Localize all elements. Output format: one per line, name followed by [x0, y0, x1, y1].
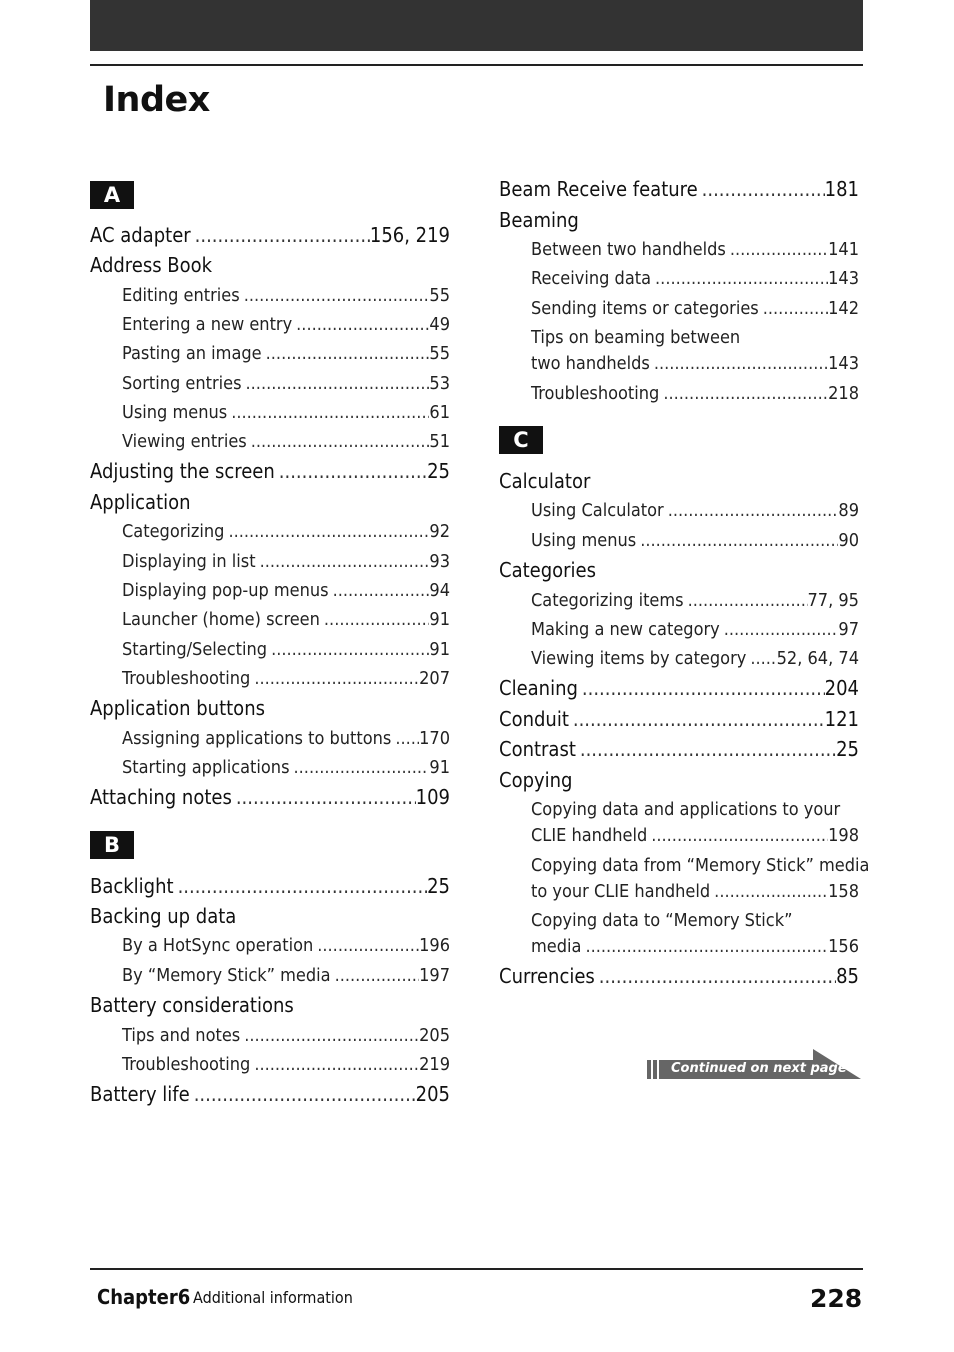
entry-title: Application buttons [90, 696, 265, 720]
entry-title: Adjusting the screen [90, 459, 275, 483]
header-bar [90, 0, 863, 51]
page-ref: 170 [419, 728, 450, 749]
page-ref: 93 [429, 551, 450, 572]
footer-rule [90, 1268, 863, 1270]
entry-title: Calculator [499, 469, 591, 493]
page-ref: 89 [838, 500, 859, 521]
dot-leader [292, 313, 429, 337]
page-ref: 85 [836, 964, 859, 988]
index-entry [90, 252, 450, 278]
dot-leader [242, 372, 430, 396]
entry-title: Between two handhelds [531, 239, 726, 260]
page-ref: 218 [828, 383, 859, 404]
page-ref: 109 [415, 785, 450, 809]
dot-leader [746, 647, 776, 671]
dot-leader [595, 963, 836, 989]
dot-leader [232, 784, 416, 810]
index-subentry [122, 313, 450, 337]
index-subentry [531, 589, 859, 613]
index-subentry [122, 430, 450, 454]
page-ref: 92 [429, 521, 450, 542]
entry-title: Making a new category [531, 619, 720, 640]
index-subentry [122, 934, 450, 958]
index-entry [90, 695, 450, 721]
entry-title: Displaying in list [122, 551, 256, 572]
index-subentry [531, 854, 870, 878]
index-subentry [122, 520, 450, 544]
index-entry [90, 222, 450, 248]
index-subentry [531, 297, 859, 321]
dot-leader [290, 756, 430, 780]
dot-leader [684, 589, 808, 613]
page-ref: 198 [828, 825, 859, 846]
page-title: Index [103, 80, 210, 120]
entry-title: Address Book [90, 253, 213, 277]
index-subentry [122, 342, 450, 366]
index-entry [90, 784, 450, 810]
page-ref: 141 [828, 239, 859, 260]
index-subentry [531, 647, 859, 671]
entry-title: Assigning applications to buttons [122, 728, 392, 749]
index-subentry [122, 667, 450, 691]
index-entry [90, 458, 450, 484]
page-ref: 53 [429, 373, 450, 394]
index-subentry [122, 401, 450, 425]
dot-leader [647, 824, 828, 848]
dot-leader [650, 352, 828, 376]
section-letter: B [90, 831, 134, 859]
index-entry [499, 176, 859, 202]
index-subentry [531, 267, 859, 291]
page-ref: 77, 95 [807, 590, 859, 611]
dot-leader [250, 667, 419, 691]
page-ref: 219 [419, 1054, 450, 1075]
index-subentry [531, 529, 859, 553]
entry-title: AC adapter [90, 223, 191, 247]
index-subentry [531, 935, 859, 959]
page-ref: 51 [429, 431, 450, 452]
page-ref: 143 [828, 353, 859, 374]
dot-leader [720, 618, 839, 642]
entry-title: Using menus [122, 402, 228, 423]
chapter-label: Chapter6 [97, 1285, 191, 1309]
entry-title: Tips and notes [122, 1025, 241, 1046]
page-ref: 204 [824, 676, 859, 700]
page-ref: 121 [824, 707, 859, 731]
page-ref: 207 [419, 668, 450, 689]
dot-leader [190, 1081, 416, 1107]
index-entry [499, 767, 859, 793]
page-ref: 91 [429, 639, 450, 660]
entry-title: Launcher (home) screen [122, 609, 320, 630]
entry-title: Receiving data [531, 268, 652, 289]
entry-title: Battery life [90, 1082, 190, 1106]
index-entry [90, 903, 450, 929]
dot-leader [262, 342, 430, 366]
entry-title: Conduit [499, 707, 569, 731]
entry-title: Battery considerations [90, 993, 294, 1017]
dot-leader [275, 458, 427, 484]
entry-title: media [531, 936, 582, 957]
dot-leader [250, 1053, 419, 1077]
page-ref: 97 [838, 619, 859, 640]
dot-leader [329, 579, 430, 603]
page-ref: 143 [828, 268, 859, 289]
page-ref: 55 [429, 343, 450, 364]
index-entry [499, 963, 859, 989]
dot-leader [578, 675, 825, 701]
entry-title: Categorizing items [531, 590, 684, 611]
dot-leader [698, 176, 825, 202]
entry-title: Starting/Selecting [122, 639, 268, 660]
page-number: 228 [810, 1284, 863, 1313]
index-subentry [531, 880, 859, 904]
section-letter: A [90, 181, 134, 209]
entry-title: Sending items or categories [531, 298, 759, 319]
index-entry [499, 207, 859, 233]
page-ref: 205 [415, 1082, 450, 1106]
entry-title: Backing up data [90, 904, 237, 928]
page-ref: 91 [429, 609, 450, 630]
entry-title: Starting applications [122, 757, 290, 778]
section-letter: C [499, 426, 543, 454]
index-subentry [122, 372, 450, 396]
page-ref: 49 [429, 314, 450, 335]
dot-leader [759, 297, 828, 321]
entry-title: Currencies [499, 964, 595, 988]
dot-leader [191, 222, 370, 248]
entry-title: Sorting entries [122, 373, 242, 394]
entry-title: Using menus [531, 530, 637, 551]
dot-leader [651, 267, 828, 291]
dot-leader [659, 382, 828, 406]
dot-leader [710, 880, 828, 904]
entry-title: By “Memory Stick” media [122, 965, 331, 986]
index-entry [90, 489, 450, 515]
page-ref: 142 [828, 298, 859, 319]
index-subentry [531, 326, 859, 350]
index-subentry [122, 579, 450, 603]
entry-title: Beam Receive feature [499, 177, 698, 201]
entry-title: Troubleshooting [531, 383, 660, 404]
index-entry [90, 873, 450, 899]
entry-title: Copying [499, 768, 573, 792]
index-subentry [531, 798, 859, 822]
index-subentry [122, 608, 450, 632]
index-subentry [531, 238, 859, 262]
dot-leader [726, 238, 828, 262]
index-entry [499, 468, 859, 494]
dot-leader [331, 964, 419, 988]
page-ref: 25 [836, 737, 859, 761]
index-subentry [531, 618, 859, 642]
index-subentry [531, 909, 859, 933]
index-entry [499, 736, 859, 762]
entry-title: CLIE handheld [531, 825, 648, 846]
index-entry [90, 992, 450, 1018]
entry-title: Pasting an image [122, 343, 262, 364]
page-ref: 156, 219 [369, 223, 450, 247]
dot-leader [313, 934, 419, 958]
page-ref: 25 [427, 459, 450, 483]
entry-title: Attaching notes [90, 785, 232, 809]
continued-label: Continued on next page [671, 1061, 847, 1076]
index-entry [499, 557, 859, 583]
entry-title: Copying data and applications to your [531, 799, 841, 820]
entry-title: to your CLIE handheld [531, 881, 711, 902]
dot-leader [227, 401, 429, 425]
index-subentry [122, 284, 450, 308]
page-ref: 158 [828, 881, 859, 902]
index-entry [499, 675, 859, 701]
page-ref: 91 [429, 757, 450, 778]
dot-leader [240, 284, 430, 308]
index-subentry [122, 1053, 450, 1077]
index-subentry [122, 638, 450, 662]
entry-title: Application [90, 490, 191, 514]
entry-title: By a HotSync operation [122, 935, 314, 956]
index-subentry [531, 824, 859, 848]
page-ref: 90 [838, 530, 859, 551]
dot-leader [247, 430, 430, 454]
dot-leader [320, 608, 429, 632]
dot-leader [581, 935, 828, 959]
page-ref: 196 [419, 935, 450, 956]
index-subentry [122, 756, 450, 780]
entry-title: Entering a new entry [122, 314, 293, 335]
index-subentry [122, 550, 450, 574]
dot-leader [569, 706, 825, 732]
entry-title: Copying data to “Memory Stick” [531, 910, 793, 931]
index-subentry [122, 964, 450, 988]
page-ref: 181 [824, 177, 859, 201]
index-subentry [531, 382, 859, 406]
entry-title: Copying data from “Memory Stick” media [531, 855, 870, 876]
page-ref: 197 [419, 965, 450, 986]
entry-title: Categorizing [122, 521, 225, 542]
entry-title: Editing entries [122, 285, 240, 306]
dot-leader [391, 727, 419, 751]
entry-title: Viewing items by category [531, 648, 747, 669]
entry-title: two handhelds [531, 353, 650, 374]
entry-title: Troubleshooting [122, 668, 251, 689]
page-ref: 52, 64, 74 [776, 648, 859, 669]
index-subentry [122, 1024, 450, 1048]
page-ref: 156 [828, 936, 859, 957]
index-entry [499, 706, 859, 732]
entry-title: Contrast [499, 737, 576, 761]
dot-leader [267, 638, 429, 662]
dot-leader [240, 1024, 419, 1048]
dot-leader [256, 550, 430, 574]
entry-title: Viewing entries [122, 431, 247, 452]
index-subentry [531, 352, 859, 376]
page-ref: 61 [429, 402, 450, 423]
dot-leader [576, 736, 836, 762]
index-subentry [122, 727, 450, 751]
header-rule [90, 64, 863, 66]
entry-title: Categories [499, 558, 596, 582]
entry-title: Using Calculator [531, 500, 664, 521]
entry-title: Displaying pop-up menus [122, 580, 329, 601]
entry-title: Troubleshooting [122, 1054, 251, 1075]
index-entry [90, 1081, 450, 1107]
page-ref: 94 [429, 580, 450, 601]
dot-leader [174, 873, 428, 899]
entry-title: Cleaning [499, 676, 578, 700]
page-ref: 205 [419, 1025, 450, 1046]
entry-title: Beaming [499, 208, 579, 232]
index-subentry [531, 499, 859, 523]
dot-leader [636, 529, 838, 553]
entry-title: Backlight [90, 874, 174, 898]
entry-title: Tips on beaming between [531, 327, 741, 348]
page-ref: 55 [429, 285, 450, 306]
chapter-description: Additional information [193, 1288, 353, 1307]
dot-leader [224, 520, 429, 544]
page-ref: 25 [427, 874, 450, 898]
dot-leader [664, 499, 839, 523]
